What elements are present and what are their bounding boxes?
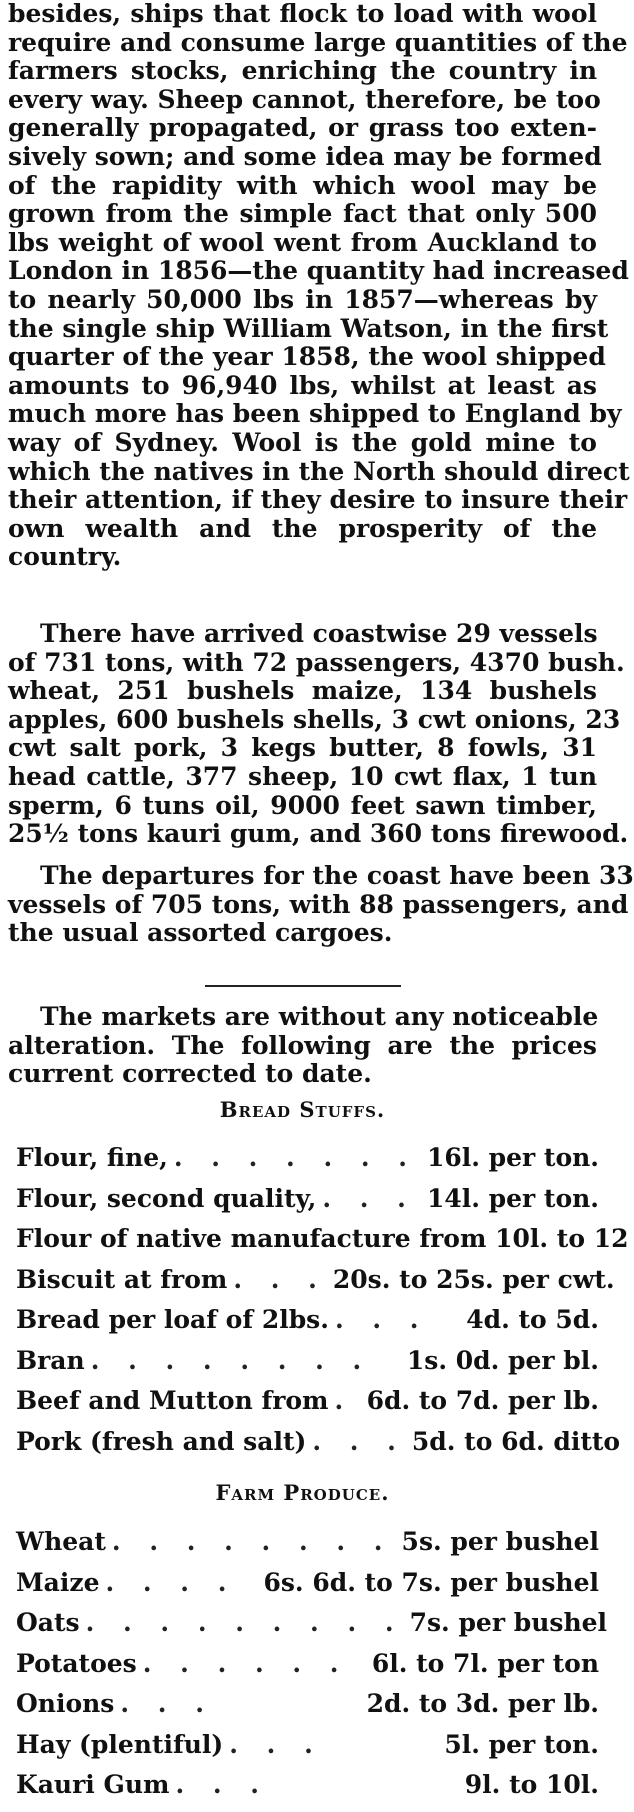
leader-dots: . . . bbox=[233, 1264, 327, 1294]
leader-dots: . . . . . . . . bbox=[111, 1527, 393, 1556]
price-row bbox=[16, 1563, 599, 1604]
paragraph-arrivals bbox=[8, 619, 629, 849]
bread-stuffs-price-list bbox=[16, 1138, 629, 1462]
text-line: London in 1856—the quantity had increased bbox=[8, 256, 629, 286]
text-line: head cattle, 377 sheep, 10 cwt flax, 1 tun bbox=[8, 761, 597, 791]
text-line: besides, ships that flock to load with wool bbox=[8, 0, 597, 28]
price-value: 6l. to 7l. per ton bbox=[371, 1648, 599, 1678]
leader-dots: . . . . . . . bbox=[173, 1143, 417, 1172]
text-line: every way. Sheep cannot, therefore, be too bbox=[8, 84, 601, 114]
price-item-name: Biscuit at from bbox=[16, 1264, 228, 1294]
text-line: own wealth and the prosperity of the bbox=[8, 513, 597, 543]
text-line: The departures for the coast have been 33 bbox=[40, 861, 634, 890]
price-row bbox=[16, 1684, 599, 1725]
text-line: amounts to 96,940 lbs, whilst at least as bbox=[8, 370, 597, 400]
leader-dots: . . . bbox=[322, 1183, 416, 1213]
leader-dots: . . . bbox=[334, 1305, 429, 1334]
farm-produce-price-list bbox=[16, 1522, 608, 1806]
price-item-name: Flour, fine, bbox=[16, 1143, 168, 1172]
text-line: apples, 600 bushels shells, 3 cwt onions, 23 bbox=[8, 704, 621, 734]
text-line: lbs weight of wool went from Auckland to bbox=[8, 227, 597, 257]
text-line: generally propagated, or grass too exten- bbox=[8, 113, 597, 143]
price-row bbox=[16, 1179, 599, 1220]
price-value: 4d. to 5d. bbox=[466, 1305, 599, 1334]
price-row bbox=[16, 1725, 599, 1766]
price-value: 6d. to 7d. per lb. bbox=[366, 1386, 599, 1415]
price-value: 9l. to 10l. bbox=[464, 1770, 599, 1799]
text-line: 25½ tons kauri gum, and 360 tons firewood. bbox=[8, 819, 629, 849]
price-row bbox=[16, 1422, 621, 1463]
paragraph-markets bbox=[8, 1003, 597, 1089]
leader-dots: . bbox=[334, 1386, 354, 1415]
price-item-name: Bran bbox=[16, 1345, 85, 1375]
price-row bbox=[16, 1219, 629, 1260]
leader-dots: . . . . . . bbox=[142, 1648, 349, 1678]
price-value: 16l. per ton. bbox=[426, 1143, 599, 1172]
price-item-name: Flour, second quality, bbox=[16, 1183, 317, 1213]
text-line: to nearly 50,000 lbs in 1857—whereas by bbox=[8, 284, 597, 314]
price-item-name: Bread per loaf of 2lbs. bbox=[16, 1305, 329, 1334]
price-value: 20s. to 25s. per cwt. bbox=[332, 1264, 615, 1294]
price-item-name: Hay (plentiful) bbox=[16, 1729, 224, 1759]
section-rule bbox=[0, 985, 605, 987]
paragraph-departures bbox=[8, 861, 634, 948]
price-item-name: Wheat bbox=[16, 1527, 106, 1556]
leader-dots: . . . bbox=[120, 1689, 214, 1718]
price-row bbox=[16, 1300, 599, 1341]
farm-produce-heading: Farm Produce. bbox=[215, 1480, 390, 1505]
price-item-name: Onions bbox=[16, 1689, 115, 1718]
price-row bbox=[16, 1138, 599, 1179]
bread-stuffs-heading: Bread Stuffs. bbox=[219, 1097, 386, 1122]
text-line: sperm, 6 tuns oil, 9000 feet sawn timber, bbox=[8, 790, 597, 820]
text-line: farmers stocks, enriching the country in bbox=[8, 56, 597, 86]
text-line: sively sown; and some idea may be formed bbox=[8, 141, 602, 171]
price-value: 7s. per bushel bbox=[409, 1608, 608, 1637]
text-line: which the natives in the North should direct bbox=[8, 456, 630, 486]
text-line: current corrected to date. bbox=[8, 1059, 372, 1089]
price-value: 1s. 0d. per bl. bbox=[406, 1345, 599, 1375]
price-item-name: Beef and Mutton from bbox=[16, 1386, 329, 1415]
price-row bbox=[16, 1341, 599, 1382]
price-row bbox=[16, 1603, 608, 1644]
price-item-name: Flour of native manufacture from 10l. to 12 bbox=[16, 1224, 629, 1253]
price-value: 5l. per ton. bbox=[444, 1729, 599, 1759]
text-line: their attention, if they desire to insure their bbox=[8, 485, 628, 515]
leader-dots: . . . bbox=[312, 1426, 406, 1456]
price-row bbox=[16, 1381, 599, 1422]
price-value: 5s. per bushel bbox=[401, 1527, 599, 1556]
paragraph-wool bbox=[8, 0, 630, 572]
text-line: There have arrived coastwise 29 vessels bbox=[40, 619, 598, 648]
leader-dots: . . . bbox=[229, 1729, 323, 1759]
price-value: 5d. to 6d. ditto bbox=[411, 1426, 621, 1456]
price-item-name: Kauri Gum bbox=[16, 1770, 170, 1799]
text-line: the single ship William Watson, in the first bbox=[8, 313, 609, 343]
price-value: 6s. 6d. to 7s. per bushel bbox=[263, 1567, 599, 1597]
leader-dots: . . . . . . . . . bbox=[85, 1608, 404, 1637]
leader-dots: . . . bbox=[175, 1770, 269, 1799]
price-item-name: Maize bbox=[16, 1567, 100, 1597]
text-line: cwt salt pork, 3 kegs butter, 8 fowls, 31 bbox=[8, 733, 597, 763]
price-value: 2d. to 3d. per lb. bbox=[366, 1689, 599, 1718]
price-row bbox=[16, 1260, 615, 1301]
price-row bbox=[16, 1522, 599, 1563]
price-item-name: Pork (fresh and salt) bbox=[16, 1426, 307, 1456]
price-item-name: Oats bbox=[16, 1608, 80, 1637]
leader-dots: . . . . . . . . bbox=[90, 1345, 372, 1375]
text-line: grown from the simple fact that only 500 bbox=[8, 199, 597, 229]
text-line: The markets are without any noticeable bbox=[40, 1002, 599, 1031]
text-line: quarter of the year 1858, the wool shipped bbox=[8, 342, 606, 372]
price-row bbox=[16, 1644, 599, 1685]
text-line: require and consume large quantities of the bbox=[8, 27, 628, 57]
text-line: vessels of 705 tons, with 88 passengers, and bbox=[8, 889, 629, 919]
text-line: of 731 tons, with 72 passengers, 4370 bush. bbox=[8, 647, 625, 677]
price-value: 14l. per ton. bbox=[426, 1183, 599, 1213]
text-line: much more has been shipped to England by bbox=[8, 399, 622, 429]
price-row bbox=[16, 1765, 599, 1806]
text-line: way of Sydney. Wool is the gold mine to bbox=[8, 427, 597, 457]
price-item-name: Potatoes bbox=[16, 1648, 137, 1678]
text-line: alteration. The following are the prices bbox=[8, 1030, 597, 1060]
leader-dots: . . . . bbox=[105, 1567, 237, 1597]
text-line: country. bbox=[8, 542, 122, 572]
text-line: the usual assorted cargoes. bbox=[8, 918, 393, 948]
text-line: of the rapidity with which wool may be bbox=[8, 170, 597, 200]
text-line: wheat, 251 bushels maize, 134 bushels bbox=[8, 676, 597, 706]
